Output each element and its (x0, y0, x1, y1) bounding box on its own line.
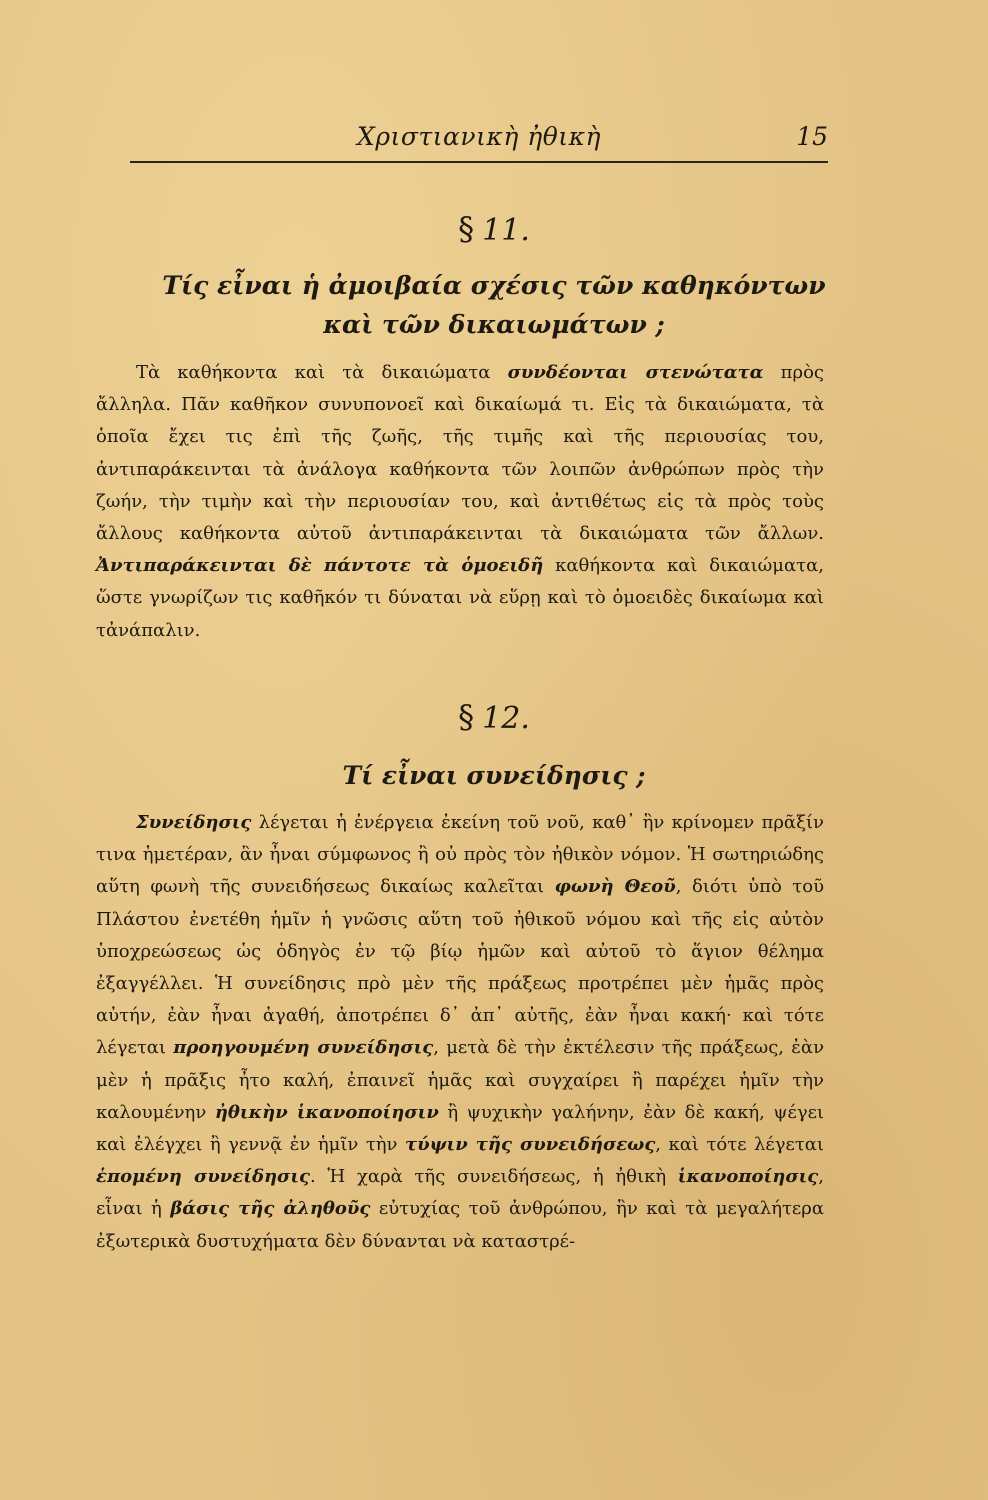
text-run: , καὶ τότε λέγεται (655, 1134, 824, 1156)
emphasis: τύψιν τῆς συνειδήσεως (405, 1134, 656, 1156)
section-12-body (96, 807, 824, 1258)
emphasis: βάσις τῆς ἀληθοῦς (170, 1198, 371, 1220)
emphasis: συνδέονται στενώτατα (507, 362, 764, 383)
section-11-body (96, 357, 824, 647)
text-run: , μετὰ δὲ τὴν ἐκτέλεσιν τῆς πράξεως, ἐὰν μὲν ἡ πρᾶξις ἦτο καλή, ἐπαινεῖ ἡμᾶς καὶ συγχαίρει ἢ παρέχει ἡμῖν τὴν καλουμένην (96, 1037, 825, 1123)
text-run: εὐτυχίας τοῦ ἀνθρώπου, ἣν καὶ τὰ μεγαλήτερα ἐξωτερικὰ δυστυχήματα δὲν δύνανται νὰ καταστρέ- (96, 1198, 824, 1252)
header-rule (130, 161, 828, 163)
text-run: , εἶναι ἡ (96, 1166, 824, 1220)
section-12-number (0, 698, 988, 736)
text-run: . Ἡ χαρὰ τῆς συνειδήσεως, ἡ ἠθικὴ (310, 1166, 678, 1188)
running-header (130, 118, 828, 158)
text-run: ἢ ψυχικὴν γαλήνην, ἐὰν δὲ κακή, ψέγει καὶ ἐλέγχει ἢ γεννᾷ ἐν ἡμῖν τὴν (96, 1101, 824, 1156)
emphasis: Συνείδησις (136, 812, 252, 833)
emphasis: ἑπομένη συνείδησις (96, 1166, 310, 1188)
emphasis: ἱκανοποίησις (677, 1166, 819, 1188)
section-11-title-line2: καὶ τῶν δικαιωμάτων ; (323, 310, 665, 339)
page-number: 15 (796, 122, 828, 151)
section-12-number-text: 12. (482, 701, 530, 736)
running-title: Χριστιανικὴ ἠθικὴ (357, 122, 601, 151)
section-11-number (0, 210, 988, 248)
section-11-paragraph (96, 357, 824, 647)
section-11-title-line1: Τίς εἶναι ἡ ἀμοιβαία σχέσις τῶν καθηκόντων (162, 271, 826, 300)
emphasis: ἠθικὴν ἱκανοποίησιν (214, 1101, 439, 1123)
section-11-number-text: 11. (482, 213, 530, 248)
section-sign: § (458, 210, 475, 248)
section-12-title: Τί εἶναι συνείδησις ; (342, 761, 646, 790)
text-run: καθήκοντα καὶ δικαιώματα, ὥστε γνωρίζων τις καθῆκόν τι δύναται νὰ εὕρῃ καὶ τὸ ὁμοειδὲς δικαίωμα καὶ τἀνάπαλιν. (96, 555, 824, 641)
emphasis: προηγουμένη συνείδησις (173, 1037, 434, 1059)
emphasis: φωνὴ Θεοῦ (554, 876, 676, 898)
text-run: λέγεται ἡ ἐνέργεια ἐκείνη τοῦ νοῦ, καθ᾿ ἣν κρίνομεν πρᾶξίν τινα ἡμετέραν, ἂν ἦναι σύμφωνος ἢ οὐ πρὸς τὸν ἠθικὸν νόμον. Ἡ σωτηριώδης αὕτη φωνὴ τῆς συνειδήσεως δικαίως καλεῖται (96, 812, 824, 898)
text-run: πρὸς ἄλληλα. Πᾶν καθῆκον συνυπονοεῖ καὶ δικαίωμά τι. Εἰς τὰ δικαιώματα, τὰ ὁποῖα ἔχει τις ἐπὶ τῆς ζωῆς, τῆς τιμῆς καὶ τῆς περιουσίας του, ἀντιπαράκεινται τὰ ἀνάλογα καθήκοντα τῶν λοιπῶν ἀνθρώπων πρὸς τὴν ζωήν, τὴν τιμὴν καὶ τὴν περιουσίαν του, καὶ ἀντιθέτως εἰς τὰ πρὸς τοὺς ἄλλους καθήκοντα αὐτοῦ ἀντιπαράκεινται τὰ δικαιώματα τῶν ἄλλων. (96, 362, 824, 545)
text-run: Τὰ καθήκοντα καὶ τὰ δικαιώματα (136, 362, 508, 383)
section-sign: § (458, 698, 475, 736)
emphasis: Ἀντιπαράκεινται δὲ πάντοτε τὰ ὁμοειδῆ (96, 555, 544, 577)
section-11-title (0, 266, 988, 344)
text-run: , διότι ὑπὸ τοῦ Πλάστου ἐνετέθη ἡμῖν ἡ γνῶσις αὕτη τοῦ ἠθικοῦ νόμου καὶ τῆς εἰς αὐτὸν ὑποχρεώσεως ὡς ὁδηγὸς ἐν τῷ βίῳ ἡμῶν καὶ αὐτοῦ τὸ ἅγιον θέλημα ἐξαγγέλλει. Ἡ συνείδησις πρὸ μὲν τῆς πράξεως προτρέπει μὲν ἡμᾶς πρὸς αὐτήν, ἐὰν ἦναι ἀγαθή, ἀποτρέπει δ᾿ ἀπ᾿ αὐτῆς, ἐὰν ἦναι κακή· καὶ τότε λέγεται (96, 876, 825, 1059)
section-12-paragraph (96, 807, 824, 1258)
